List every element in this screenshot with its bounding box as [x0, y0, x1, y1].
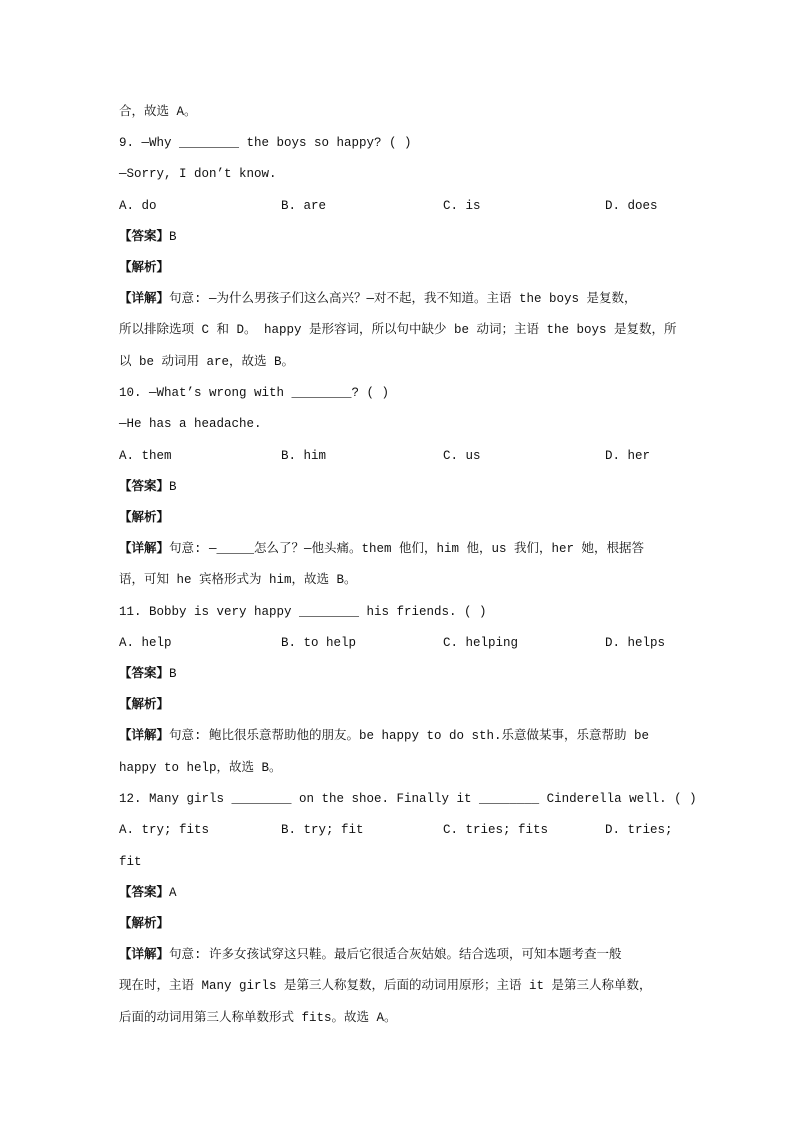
detail-label: 【详解】	[119, 542, 170, 556]
question-9-detail-line: 以 be 动词用 are，故选 B。	[119, 355, 295, 369]
question-11-option-a: A. help	[119, 636, 172, 650]
question-9-detail-line: 所以排除选项 C 和 D。 happy 是形容词，所以句中缺少 be 动词；主语 the boys 是复数，所	[119, 323, 677, 337]
detail-label: 【详解】	[119, 948, 170, 962]
question-10-option-b: B. him	[281, 449, 327, 463]
intro-line: 合，故选 A。	[119, 105, 197, 119]
question-10-reply: —He has a headache.	[119, 417, 262, 431]
question-12-option-d-wrap: fit	[119, 855, 142, 869]
question-9-stem: 9. —Why ________ the boys so happy? ( )	[119, 136, 412, 150]
question-10-detail-line	[119, 540, 644, 558]
question-10-stem: 10. —What’s wrong with ________? ( )	[119, 386, 390, 400]
detail-text: 句意: —_____怎么了？—他头痛。them 他们，him 他，us 我们，her 她，根据答	[169, 542, 645, 556]
question-12-option-d: D. tries;	[605, 823, 673, 837]
question-11-answer	[119, 665, 177, 683]
question-9-option-d: D. does	[605, 199, 658, 213]
question-12-detail-line: 后面的动词用第三人称单数形式 fits。故选 A。	[119, 1011, 397, 1025]
answer-value: B	[169, 230, 177, 244]
question-9-analysis-label: 【解析】	[119, 261, 170, 275]
answer-value: B	[169, 667, 177, 681]
question-12-stem: 12. Many girls ________ on the shoe. Finally it ________ Cinderella well. ( )	[119, 792, 697, 806]
question-12-analysis-label: 【解析】	[119, 917, 170, 931]
answer-label: 【答案】	[119, 230, 170, 244]
question-12-detail-line: 现在时，主语 Many girls 是第三人称复数，后面的动词用原形；主语 it 是第三人称单数，	[119, 979, 652, 993]
question-10-option-d: D. her	[605, 449, 651, 463]
detail-text: 句意: 鲍比很乐意帮助他的朋友。be happy to do sth.乐意做某事，乐意帮助 be	[169, 729, 650, 743]
question-11-detail-line: happy to help，故选 B。	[119, 761, 282, 775]
answer-label: 【答案】	[119, 667, 170, 681]
question-11-detail-line	[119, 727, 649, 745]
question-9-option-b: B. are	[281, 199, 327, 213]
question-9-answer	[119, 228, 177, 246]
answer-value: B	[169, 480, 177, 494]
question-10-option-c: C. us	[443, 449, 481, 463]
question-9-option-a: A. do	[119, 199, 157, 213]
question-9-detail-line	[119, 290, 637, 308]
answer-label: 【答案】	[119, 480, 170, 494]
question-11-option-c: C. helping	[443, 636, 519, 650]
question-10-detail-line: 语，可知 he 宾格形式为 him，故选 B。	[119, 573, 357, 587]
detail-label: 【详解】	[119, 292, 170, 306]
question-12-answer	[119, 884, 177, 902]
detail-text: 句意: —为什么男孩子们这么高兴？—对不起，我不知道。主语 the boys 是复数，	[169, 292, 637, 306]
question-12-option-b: B. try; fit	[281, 823, 364, 837]
question-9-reply: —Sorry, I don’t know.	[119, 167, 277, 181]
detail-label: 【详解】	[119, 729, 170, 743]
question-12-detail-line	[119, 946, 622, 964]
question-9-option-c: C. is	[443, 199, 481, 213]
detail-text: 句意: 许多女孩试穿这只鞋。最后它很适合灰姑娘。结合选项，可知本题考查一般	[169, 948, 622, 962]
answer-label: 【答案】	[119, 886, 170, 900]
question-12-option-a: A. try; fits	[119, 823, 210, 837]
question-11-analysis-label: 【解析】	[119, 698, 170, 712]
question-11-option-d: D. helps	[605, 636, 666, 650]
question-11-stem: 11. Bobby is very happy ________ his friends. ( )	[119, 605, 487, 619]
question-12-option-c: C. tries; fits	[443, 823, 549, 837]
answer-value: A	[169, 886, 177, 900]
question-10-analysis-label: 【解析】	[119, 511, 170, 525]
question-10-option-a: A. them	[119, 449, 172, 463]
question-11-option-b: B. to help	[281, 636, 357, 650]
question-10-answer	[119, 478, 177, 496]
